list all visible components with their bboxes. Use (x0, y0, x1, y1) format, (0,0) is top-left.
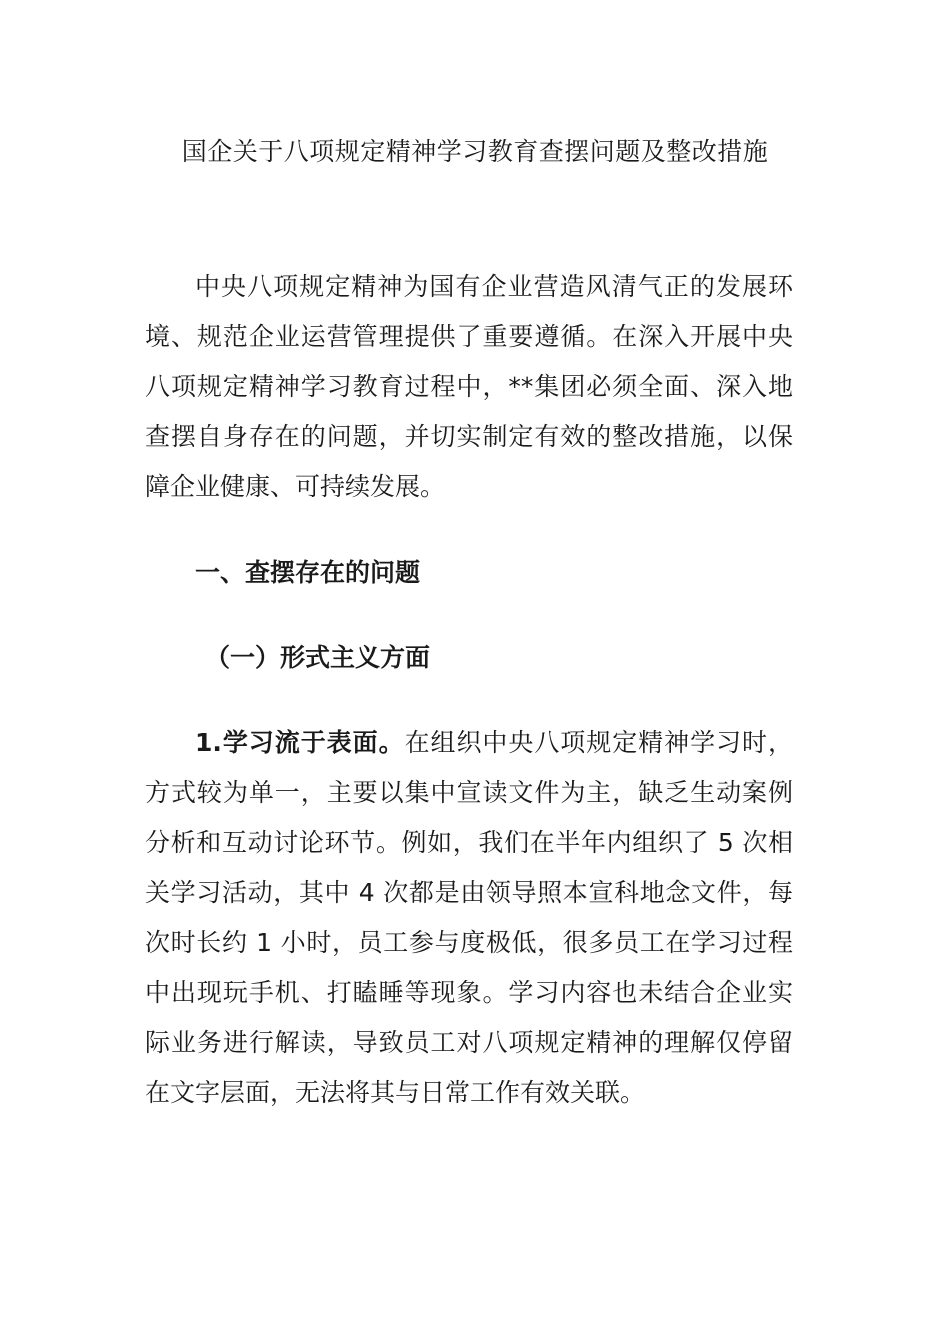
item-body: 在组织中央八项规定精神学习时，方式较为单一，主要以集中宣读文件为主，缺乏生动案例分析和互动讨论环节。例如，我们在半年内组织了 5 次相关学习活动，其中 4 次都是由领导照本宣科地念文件，每次时长约 1 小时，员工参与度极低，很多员工在学习过程中出现玩手机、打瞌睡等现象。学习内容也未结合企业实际业务进行解读，导致员工对八项规定精神的理解仅停留在文字层面，无法将其与日常工作有效关联。 (145, 728, 793, 1107)
intro-paragraph: 中央八项规定精神为国有企业营造风清气正的发展环境、规范企业运营管理提供了重要遵循。在深入开展中央八项规定精神学习教育过程中，**集团必须全面、深入地查摆自身存在的问题，并切实制定有效的整改措施，以保障企业健康、可持续发展。 (145, 272, 793, 501)
item-lead: 1.学习流于表面。 (195, 728, 405, 757)
section-heading: 一、查摆存在的问题 (195, 558, 421, 587)
subsection-heading: （一）形式主义方面 (205, 643, 431, 672)
document-title: 国企关于八项规定精神学习教育查摆问题及整改措施 (181, 137, 769, 166)
item-paragraph (145, 718, 793, 1118)
